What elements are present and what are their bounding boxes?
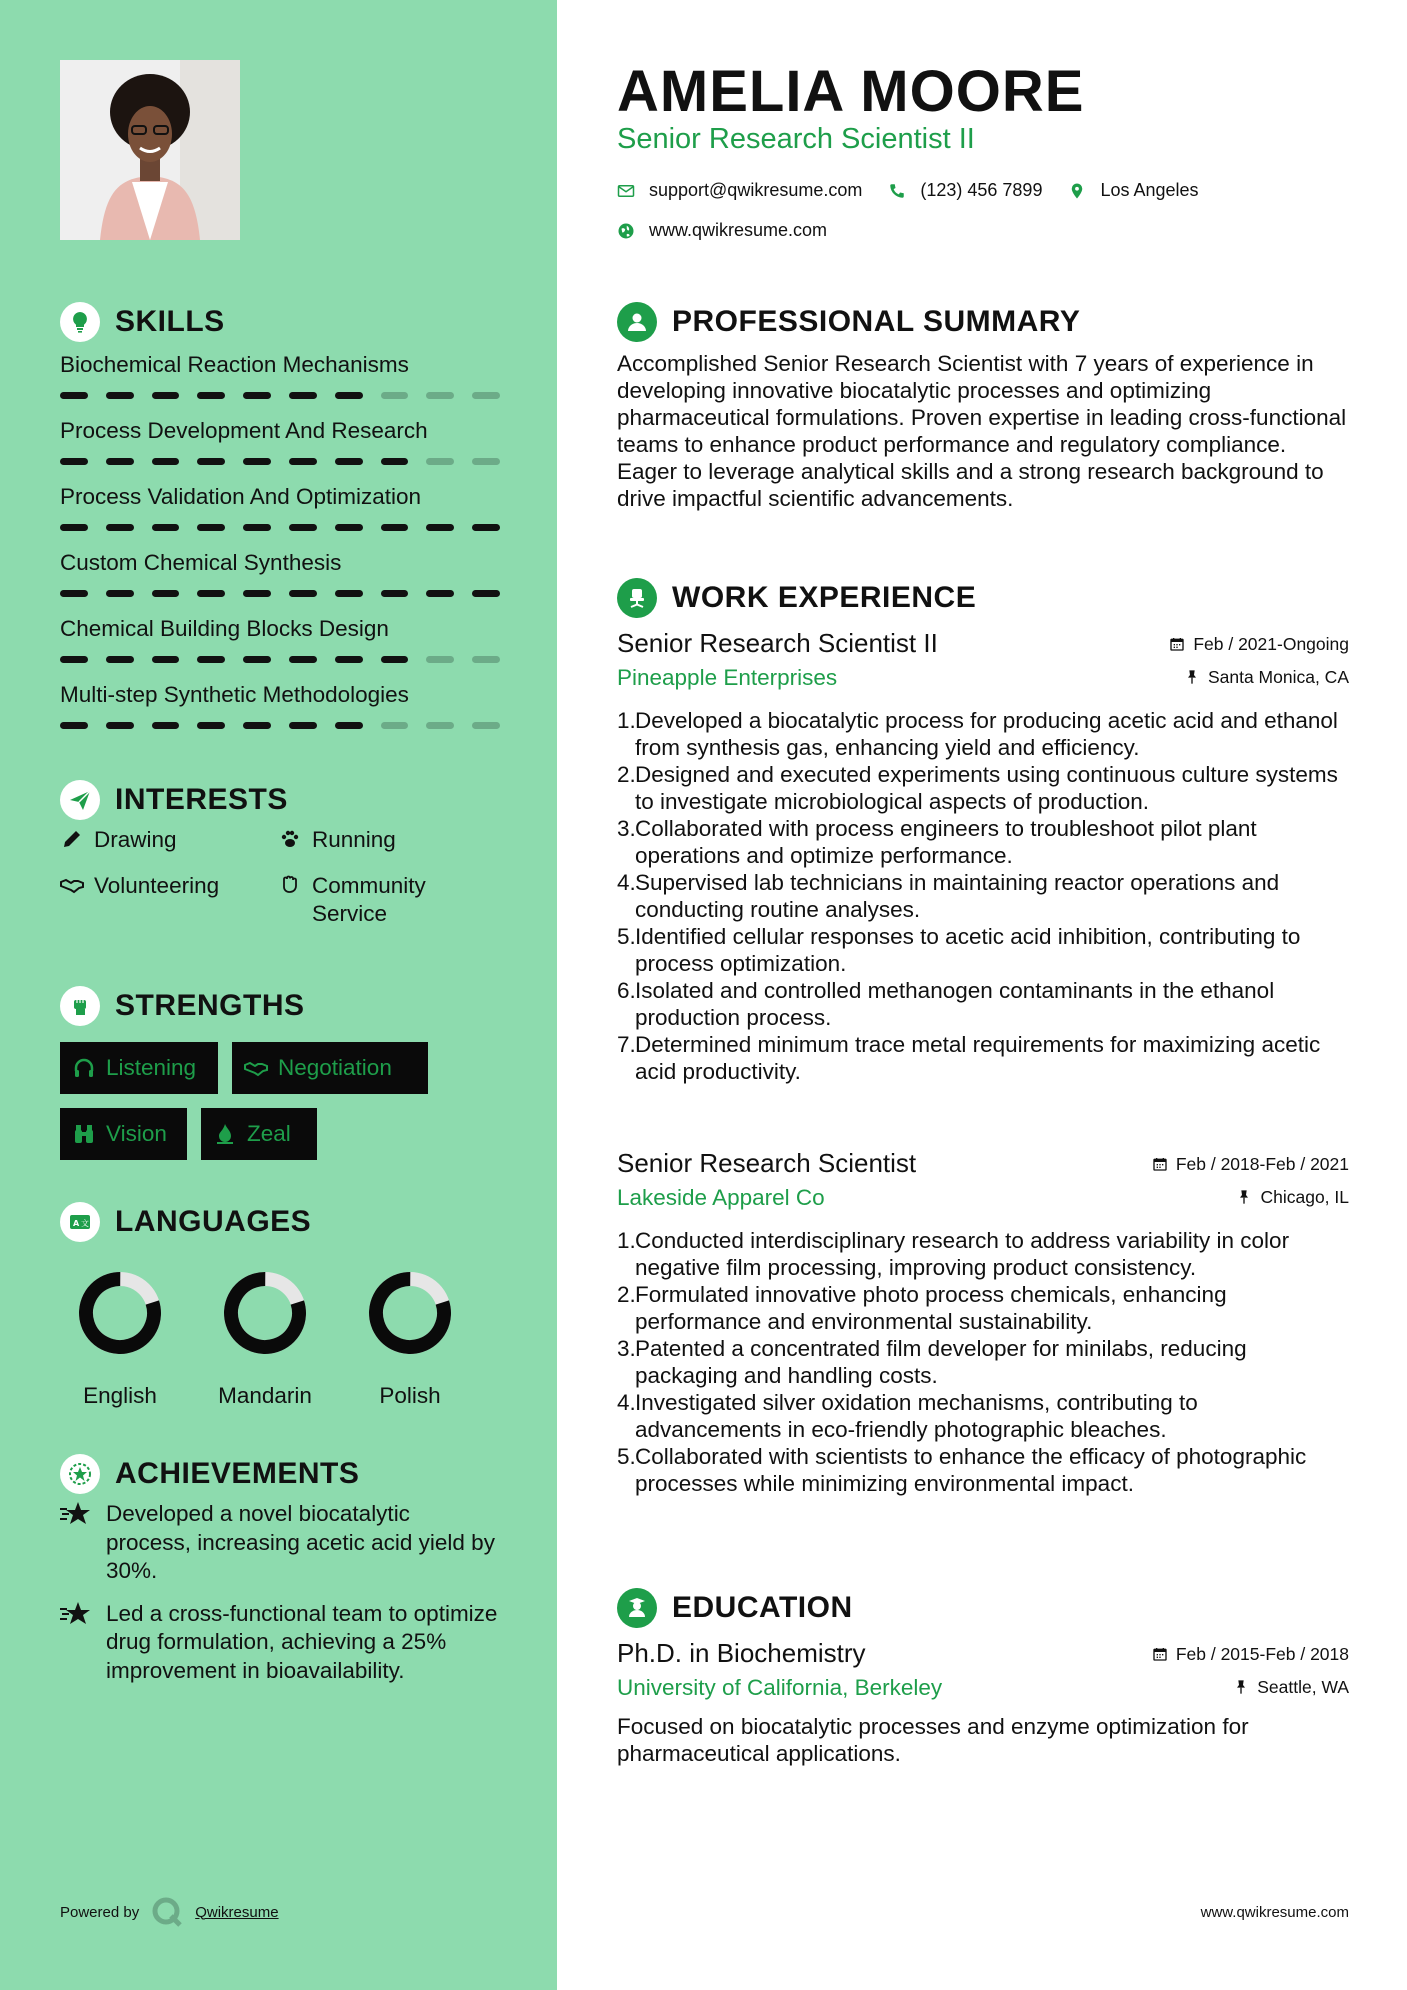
candidate-name: AMELIA MOORE bbox=[617, 59, 1085, 124]
lightbulb-icon bbox=[60, 302, 100, 342]
language-name: Mandarin bbox=[218, 1383, 312, 1408]
fist-icon bbox=[60, 986, 100, 1026]
skill-level-segment bbox=[106, 524, 134, 531]
achievement-item bbox=[60, 1600, 500, 1686]
language-ring-fill bbox=[367, 1270, 453, 1356]
skill-level-segment bbox=[197, 392, 225, 399]
work-title: WORK EXPERIENCE bbox=[672, 581, 977, 614]
contact-location: Los Angeles bbox=[1100, 180, 1199, 200]
skill-level-segment bbox=[472, 722, 500, 729]
calendar-icon bbox=[1169, 636, 1185, 652]
skill-level-segment bbox=[472, 656, 500, 663]
skill-level-segment bbox=[197, 524, 225, 531]
job-company: Pineapple Enterprises bbox=[617, 665, 838, 690]
skill-level-bar bbox=[60, 392, 500, 399]
skill-level-segment bbox=[106, 458, 134, 465]
education-title: EDUCATION bbox=[672, 1591, 853, 1624]
skill-level-segment bbox=[197, 590, 225, 597]
skill-name: Biochemical Reaction Mechanisms bbox=[60, 352, 409, 377]
sidebar bbox=[0, 0, 557, 1990]
skill-item bbox=[60, 680, 500, 746]
pushpin-icon bbox=[1236, 1189, 1252, 1205]
summary-heading bbox=[617, 302, 1080, 342]
skill-level-segment bbox=[152, 524, 180, 531]
interests-heading bbox=[60, 780, 288, 820]
interest-item bbox=[278, 872, 478, 928]
skill-level-segment bbox=[426, 458, 454, 465]
skill-level-segment bbox=[60, 392, 88, 399]
job-bullet: 4. Supervised lab technicians in maintaining reactor operations and conducting routine analyses. bbox=[617, 870, 1280, 922]
language-ring-fill bbox=[222, 1270, 308, 1356]
job-company: Lakeside Apparel Co bbox=[617, 1185, 825, 1210]
strength-badge bbox=[60, 1042, 218, 1094]
skill-level-segment bbox=[106, 656, 134, 663]
skill-level-segment bbox=[106, 392, 134, 399]
contact-website[interactable]: www.qwikresume.com bbox=[649, 220, 828, 240]
skill-name: Multi-step Synthetic Methodologies bbox=[60, 682, 409, 707]
contact-phone: (123) 456 7899 bbox=[920, 180, 1043, 200]
svg-text:A: A bbox=[73, 1219, 80, 1228]
skills-list bbox=[60, 350, 500, 746]
skill-level-segment bbox=[60, 458, 88, 465]
achievement-item bbox=[60, 1500, 500, 1586]
strength-badge bbox=[60, 1108, 187, 1160]
interest-item bbox=[278, 826, 396, 854]
skill-level-segment bbox=[335, 524, 363, 531]
job-bullet: 3. Collaborated with process engineers to troubleshoot pilot plant operations and optimize performance. bbox=[617, 816, 1257, 868]
calendar-icon bbox=[1152, 1646, 1168, 1662]
achievements-heading bbox=[60, 1454, 359, 1494]
pencil-icon bbox=[60, 827, 84, 851]
skill-level-segment bbox=[426, 722, 454, 729]
candidate-role: Senior Research Scientist II bbox=[617, 123, 975, 155]
skill-item bbox=[60, 416, 500, 482]
contact-email[interactable]: support@qwikresume.com bbox=[649, 180, 863, 200]
footer-url[interactable]: www.qwikresume.com bbox=[1200, 1904, 1349, 1921]
skill-level-segment bbox=[335, 590, 363, 597]
skill-level-segment bbox=[106, 590, 134, 597]
graduate-icon bbox=[617, 1588, 657, 1628]
job-title: Senior Research Scientist II bbox=[617, 628, 938, 658]
skill-item bbox=[60, 482, 500, 548]
envelope-icon bbox=[617, 182, 635, 200]
skill-item bbox=[60, 350, 500, 416]
interest-label: Community Service bbox=[312, 873, 426, 926]
language-item bbox=[350, 1270, 470, 1409]
education-location bbox=[1233, 1677, 1349, 1698]
job-bullet: 2. Designed and executed experiments using continuous culture systems to investigate microbiological aspects of production. bbox=[617, 762, 1338, 814]
skill-level-segment bbox=[60, 722, 88, 729]
skill-name: Process Validation And Optimization bbox=[60, 484, 422, 509]
skill-level-segment bbox=[426, 656, 454, 663]
skill-level-segment bbox=[243, 524, 271, 531]
strength-badge bbox=[201, 1108, 317, 1160]
strength-label: Listening bbox=[106, 1055, 197, 1080]
interest-label: Volunteering bbox=[94, 873, 220, 898]
powered-by-label: Powered by bbox=[60, 1903, 140, 1921]
qwikresume-link[interactable]: Qwikresume bbox=[195, 1903, 279, 1921]
binoculars-icon bbox=[72, 1122, 96, 1146]
strength-badge bbox=[232, 1042, 428, 1094]
handshake-icon bbox=[244, 1056, 268, 1080]
job-entry bbox=[617, 628, 1349, 1085]
star-icon bbox=[60, 1600, 92, 1628]
education-location-text: Seattle, WA bbox=[1257, 1676, 1349, 1697]
skill-level-segment bbox=[335, 458, 363, 465]
skill-level-segment bbox=[289, 590, 317, 597]
job-location bbox=[1184, 667, 1349, 688]
language-item bbox=[205, 1270, 325, 1409]
skill-level-segment bbox=[243, 656, 271, 663]
skill-level-segment bbox=[152, 458, 180, 465]
profile-photo bbox=[60, 60, 240, 240]
skill-level-segment bbox=[426, 590, 454, 597]
skill-item bbox=[60, 614, 500, 680]
phone-icon bbox=[888, 182, 906, 200]
job-title: Senior Research Scientist bbox=[617, 1148, 917, 1178]
skill-level-segment bbox=[289, 458, 317, 465]
job-bullet: 6. Isolated and controlled methanogen contaminants in the ethanol production process. bbox=[617, 978, 1275, 1030]
interest-item bbox=[60, 872, 219, 900]
achievement-text: Led a cross-functional team to optimize drug formulation, achieving a 25% improvement in bioavailability. bbox=[106, 1600, 498, 1683]
skill-level-segment bbox=[197, 656, 225, 663]
job-bullets bbox=[617, 707, 1349, 1085]
summary-text: Accomplished Senior Research Scientist with 7 years of experience in developing innovative biocatalytic processes and optimizing pharmaceutical formulations. Proven expertise in leading cross-functional teams to enhance product performance and regulatory compliance. Eager to leverage analytical skills and a strong research background to drive impactful scientific advancements. bbox=[617, 351, 1347, 511]
skills-heading bbox=[60, 302, 225, 342]
work-heading bbox=[617, 578, 976, 618]
skill-name: Process Development And Research bbox=[60, 418, 428, 443]
skill-level-segment bbox=[289, 392, 317, 399]
language-item bbox=[60, 1270, 180, 1409]
job-dates-text: Feb / 2021-Ongoing bbox=[1193, 633, 1349, 654]
paw-icon bbox=[278, 827, 302, 851]
svg-text:文: 文 bbox=[81, 1219, 89, 1228]
map-pin-icon bbox=[1068, 182, 1086, 200]
job-dates bbox=[1169, 634, 1349, 655]
interests-title: INTERESTS bbox=[115, 783, 288, 816]
skill-level-segment bbox=[335, 656, 363, 663]
skill-level-segment bbox=[426, 392, 454, 399]
interest-label: Drawing bbox=[94, 827, 177, 852]
education-dates bbox=[1152, 1644, 1349, 1665]
skill-level-segment bbox=[426, 524, 454, 531]
language-name: Polish bbox=[379, 1383, 441, 1408]
skill-level-segment bbox=[381, 392, 409, 399]
star-icon bbox=[60, 1500, 92, 1528]
skill-level-bar bbox=[60, 656, 500, 663]
skill-level-segment bbox=[152, 722, 180, 729]
skill-level-segment bbox=[472, 458, 500, 465]
hand-icon bbox=[278, 873, 302, 897]
education-heading bbox=[617, 1588, 853, 1628]
website-row bbox=[617, 220, 827, 241]
skill-level-segment bbox=[106, 722, 134, 729]
globe-icon bbox=[617, 222, 635, 240]
job-bullet: 3. Patented a concentrated film developer for minilabs, reducing packaging and handling costs. bbox=[617, 1336, 1247, 1388]
skill-level-segment bbox=[289, 656, 317, 663]
handshake-icon bbox=[60, 873, 84, 897]
language-icon bbox=[60, 1202, 100, 1242]
interest-item bbox=[60, 826, 177, 854]
skill-level-segment bbox=[381, 590, 409, 597]
strength-label: Zeal bbox=[247, 1121, 291, 1146]
skill-level-segment bbox=[152, 392, 180, 399]
skill-level-segment bbox=[60, 590, 88, 597]
paper-plane-icon bbox=[60, 780, 100, 820]
languages-title: LANGUAGES bbox=[115, 1205, 312, 1238]
headphones-icon bbox=[72, 1056, 96, 1080]
strengths-title: STRENGTHS bbox=[115, 989, 305, 1022]
education-school: University of California, Berkeley bbox=[617, 1675, 943, 1700]
pushpin-icon bbox=[1184, 669, 1200, 685]
language-proficiency-chart bbox=[60, 1270, 180, 1356]
job-bullet: 1. Conducted interdisciplinary research to address variability in color negative film processing, improving product consistency. bbox=[617, 1228, 1290, 1280]
education-degree: Ph.D. in Biochemistry bbox=[617, 1638, 866, 1668]
skill-level-segment bbox=[381, 656, 409, 663]
pushpin-icon bbox=[1233, 1679, 1249, 1695]
skill-level-bar bbox=[60, 590, 500, 597]
job-bullet: 1. Developed a biocatalytic process for producing acetic acid and ethanol from synthesis gas, enhancing yield and efficiency. bbox=[617, 708, 1338, 760]
contact-row bbox=[617, 180, 1199, 201]
skill-level-segment bbox=[381, 524, 409, 531]
strength-label: Negotiation bbox=[278, 1055, 392, 1080]
job-dates bbox=[1152, 1154, 1349, 1175]
skill-name: Custom Chemical Synthesis bbox=[60, 550, 342, 575]
skill-level-segment bbox=[197, 722, 225, 729]
skill-level-bar bbox=[60, 722, 500, 729]
achievements-title: ACHIEVEMENTS bbox=[115, 1457, 360, 1490]
achievement-text: Developed a novel biocatalytic process, increasing acetic acid yield by 30%. bbox=[106, 1501, 495, 1583]
achievements-list bbox=[60, 1500, 500, 1699]
skill-level-bar bbox=[60, 524, 500, 531]
skill-level-segment bbox=[335, 722, 363, 729]
skill-level-segment bbox=[381, 722, 409, 729]
education-description: Focused on biocatalytic processes and enzyme optimization for pharmaceutical applications. bbox=[617, 1714, 1249, 1766]
skill-level-segment bbox=[60, 524, 88, 531]
job-bullet: 7. Determined minimum trace metal requirements for maximizing acetic acid productivity. bbox=[617, 1032, 1321, 1084]
job-dates-text: Feb / 2018-Feb / 2021 bbox=[1175, 1153, 1349, 1174]
skill-level-segment bbox=[152, 590, 180, 597]
skill-level-segment bbox=[60, 656, 88, 663]
skill-level-segment bbox=[152, 656, 180, 663]
language-ring-fill bbox=[77, 1270, 163, 1356]
job-location bbox=[1236, 1187, 1349, 1208]
qwikresume-logo-icon bbox=[151, 1896, 183, 1928]
skill-name: Chemical Building Blocks Design bbox=[60, 616, 389, 641]
job-bullet: 5. Identified cellular responses to acetic acid inhibition, contributing to process optimization. bbox=[617, 924, 1301, 976]
skill-level-segment bbox=[472, 590, 500, 597]
summary-title: PROFESSIONAL SUMMARY bbox=[672, 305, 1081, 338]
skill-level-segment bbox=[243, 722, 271, 729]
skill-level-segment bbox=[335, 392, 363, 399]
skill-level-segment bbox=[243, 392, 271, 399]
job-bullet: 4. Investigated silver oxidation mechanisms, contributing to advancements in eco-friendly photographic bleaches. bbox=[617, 1390, 1198, 1442]
job-location-text: Santa Monica, CA bbox=[1207, 666, 1349, 687]
strengths-heading bbox=[60, 986, 305, 1026]
job-bullets bbox=[617, 1227, 1349, 1497]
skill-level-segment bbox=[289, 722, 317, 729]
skills-title: SKILLS bbox=[115, 305, 225, 338]
education-dates-text: Feb / 2015-Feb / 2018 bbox=[1175, 1643, 1349, 1664]
job-entry bbox=[617, 1148, 1349, 1497]
office-chair-icon bbox=[617, 578, 657, 618]
skill-level-segment bbox=[197, 458, 225, 465]
skill-item bbox=[60, 548, 500, 614]
skill-level-segment bbox=[472, 392, 500, 399]
skill-level-segment bbox=[289, 524, 317, 531]
job-location-text: Chicago, IL bbox=[1260, 1186, 1349, 1207]
skill-level-segment bbox=[381, 458, 409, 465]
user-icon bbox=[617, 302, 657, 342]
language-name: English bbox=[83, 1383, 157, 1408]
skill-level-segment bbox=[472, 524, 500, 531]
powered-by bbox=[60, 1896, 279, 1928]
strength-label: Vision bbox=[106, 1121, 167, 1146]
education-entry bbox=[617, 1638, 1349, 1767]
skill-level-segment bbox=[243, 590, 271, 597]
star-badge-icon bbox=[60, 1454, 100, 1494]
fire-icon bbox=[213, 1122, 237, 1146]
job-bullet: 2. Formulated innovative photo process chemicals, enhancing performance and environmental sustainability. bbox=[617, 1282, 1227, 1334]
interest-label: Running bbox=[312, 827, 396, 852]
skill-level-segment bbox=[243, 458, 271, 465]
languages-heading bbox=[60, 1202, 311, 1242]
job-bullet: 5. Collaborated with scientists to enhance the efficacy of photographic processes while minimizing environmental impact. bbox=[617, 1444, 1307, 1496]
language-proficiency-chart bbox=[205, 1270, 325, 1356]
calendar-icon bbox=[1152, 1156, 1168, 1172]
skill-level-bar bbox=[60, 458, 500, 465]
language-proficiency-chart bbox=[350, 1270, 470, 1356]
